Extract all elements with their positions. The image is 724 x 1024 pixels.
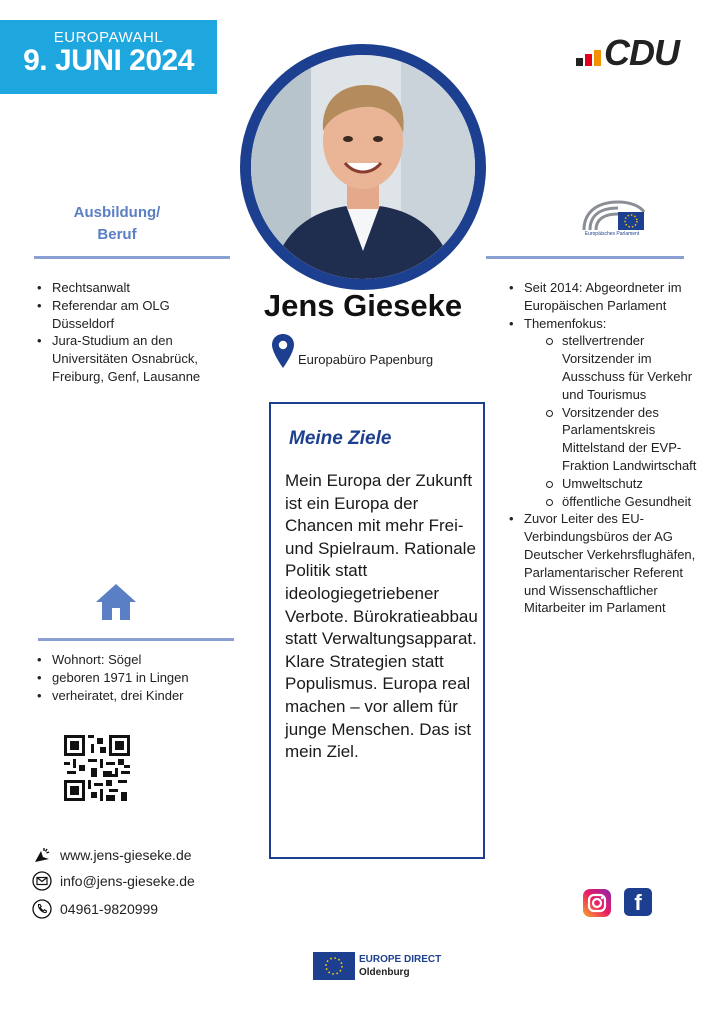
goals-box: [269, 402, 485, 859]
website-link[interactable]: www.jens-gieseke.de: [60, 847, 192, 863]
european-parliament-logo: [578, 196, 650, 242]
list-item-label: Themenfokus:: [524, 315, 607, 331]
topic-sublist: [524, 332, 702, 510]
candidate-portrait: [240, 44, 486, 290]
sublist-item: öffentliche Gesundheit: [524, 493, 702, 511]
personal-divider: [38, 638, 234, 641]
list-item: • Referendar am OLG Düsseldorf: [34, 297, 206, 333]
phone-number: 04961-9820999: [60, 901, 159, 917]
education-heading: [50, 202, 184, 246]
goals-text: Mein Europa der Zukunft ist ein Europa der Chancen mit mehr Frei- und Spielraum. Rationale Politik statt ideologiegetriebener Verbote. Bürokratieabbau statt Verwaltungsapparat. Klare Strategien statt Populismus. Europa real machen – vor allem für junge Menschen. Das ist mein Ziel.: [285, 471, 478, 762]
office-location: [272, 334, 434, 370]
sublist-item: Umweltschutz: [524, 475, 702, 493]
office-label: Europabüro Papenburg: [298, 352, 434, 367]
instagram-icon[interactable]: [583, 889, 611, 917]
list-item: • Rechtsanwalt: [34, 279, 206, 297]
candidate-name: Jens Gieseke: [263, 288, 463, 323]
career-list: [506, 279, 702, 617]
qr-code[interactable]: [64, 735, 130, 801]
cdu-logo: [576, 32, 698, 73]
parliament-building-icon: [578, 196, 650, 232]
europe-direct-logo: [313, 952, 463, 980]
cdu-bars-icon: [576, 48, 604, 66]
election-date: 9. JUNI 2024: [23, 44, 194, 77]
list-item: • Zuvor Leiter des EU-Verbindungsbüros der AG Deutscher Verkehrsflughäfen, Parlamentarischer Referent und Wissenschaftlicher Mitarbeiter im Parlament: [506, 510, 702, 617]
eu-flag-icon: [313, 952, 355, 980]
personal-list: [34, 651, 234, 704]
career-divider: [486, 256, 684, 259]
sublist-item: stellvertrender Vorsitzender im Ausschuss für Verkehr und Tourismus: [524, 332, 702, 403]
list-item: • Seit 2014: Abgeordneter im Europäischen Parlament: [506, 279, 702, 315]
election-banner: [0, 20, 217, 94]
location-pin-icon: [272, 334, 294, 368]
ep-caption: Europäisches Parlament: [584, 231, 640, 237]
list-item: • geboren 1971 in Lingen: [34, 669, 234, 687]
education-heading-line1: Ausbildung/: [73, 204, 161, 221]
facebook-icon[interactable]: f: [624, 888, 652, 916]
election-label: EUROPAWAHL: [53, 29, 164, 46]
education-heading-line2: Beruf: [97, 226, 137, 243]
sublist-item: Vorsitzender des Parlamentskreis Mittelstand der EVP-Fraktion Landwirtschaft: [524, 404, 702, 475]
europe-direct-city: Oldenburg: [359, 967, 410, 978]
mail-icon: [32, 871, 52, 891]
phone-icon: [32, 899, 52, 919]
email-link[interactable]: info@jens-gieseke.de: [60, 873, 195, 889]
home-icon: [94, 582, 138, 622]
portrait-illustration: [251, 55, 475, 279]
list-item: • verheiratet, drei Kinder: [34, 687, 234, 705]
list-item: [506, 315, 702, 511]
education-divider: [34, 256, 230, 259]
cursor-click-icon: [32, 845, 52, 865]
europe-direct-title: EUROPE DIRECT: [359, 954, 442, 965]
education-list: [34, 279, 206, 386]
cdu-wordmark: CDU: [604, 32, 679, 73]
list-item: • Jura-Studium an den Universitäten Osnabrück, Freiburg, Genf, Lausanne: [34, 332, 206, 385]
goals-title: Meine Ziele: [289, 428, 392, 449]
list-item: • Wohnort: Sögel: [34, 651, 234, 669]
